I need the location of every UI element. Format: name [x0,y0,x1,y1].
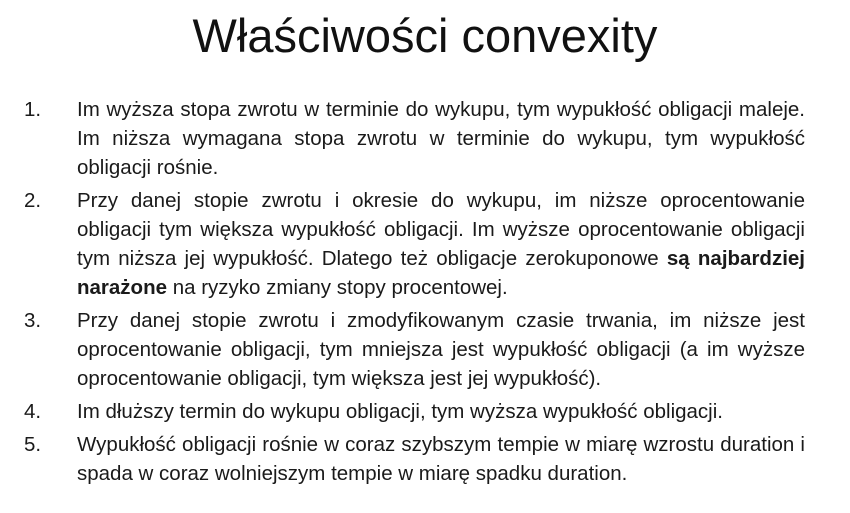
list-item [0,430,850,488]
list-item-text: Im wyższa stopa zwrotu w terminie do wykupu, tym wypukłość obligacji maleje. Im niższa wymagana stopa zwrotu w terminie do wykupu, tym wypukłość obligacji rośnie. [77,98,805,179]
list-item-text [77,186,805,302]
list-item-number: 3. [24,309,42,332]
list-item-number: 5. [24,433,42,456]
properties-list [0,95,850,492]
slide-title: Właściwości convexity [192,9,658,62]
list-item-text: Przy danej stopie zwrotu i zmodyfikowanym czasie trwania, im niższe jest oprocentowanie obligacji, tym mniejsza jest wypukłość obligacji (a im wyższe oprocentowanie obligacji, tym większa jest jej wypukłość). [77,309,805,390]
list-item-text-part: na ryzyko zmiany stopy procentowej. [167,276,508,299]
list-item [0,397,850,426]
list-item [0,306,850,393]
list-item-text: Im dłuższy termin do wykupu obligacji, tym wyższa wypukłość obligacji. [77,400,723,423]
list-item [0,186,850,302]
list-item-bold-text: są najbardziej narażone [77,247,805,299]
list-item-number: 4. [24,400,42,423]
list-item-text: Wypukłość obligacji rośnie w coraz szybszym tempie w miarę wzrostu duration i spada w coraz wolniejszym tempie w miarę spadku duration. [77,433,805,485]
list-item-text-part: Przy danej stopie zwrotu i okresie do wykupu, im niższe oprocentowanie obligacji tym większa wypukłość obligacji. Im wyższe oprocentowanie obligacji tym niższa jej wypukłość. Dlatego też obligacje zerokuponowe [77,189,805,270]
list-item [0,95,850,182]
list-item-number: 2. [24,189,42,212]
list-item-number: 1. [24,98,42,121]
